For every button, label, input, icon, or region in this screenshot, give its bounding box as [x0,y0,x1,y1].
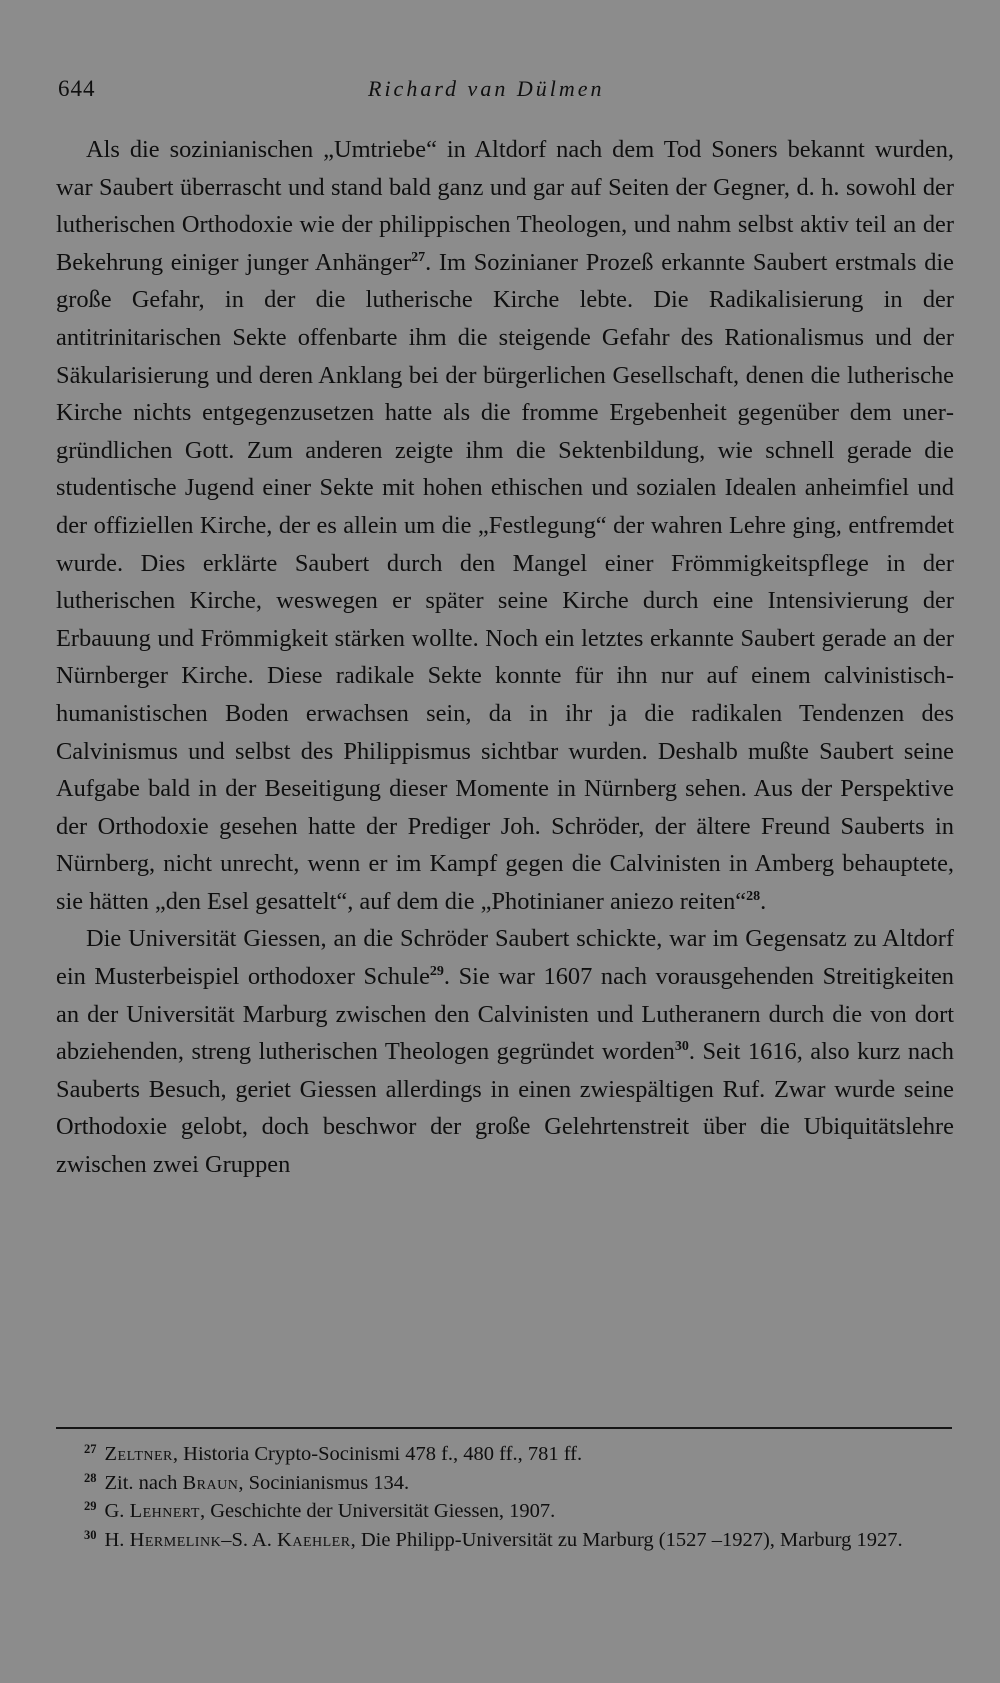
text-run: –S. A. [221,1528,278,1551]
text-run: . Seit 1616, also kurz nach Sauberts Besuch, geriet Giessen allerdings in einen zwiespältigen Ruf. Zwar wurde seine Orthodoxie gelobt, doch beschwor der große Gelehrtenstreit über die Ubiquitätslehre zwischen zwei Gruppen [56,1038,954,1179]
text-run: , Socinianismus 134. [238,1471,410,1494]
page-header [58,76,958,106]
text-run: . [760,887,767,915]
author-name: Hermelink [129,1528,222,1551]
footnote-number: 28 [84,1470,97,1485]
footnotes [56,1440,954,1554]
footnote-reference: 27 [411,249,426,265]
text-run: Als die sozinianischen „Umtriebe“ in Altdorf nach dem Tod Soners bekannt wurden, war Saubert überrascht und stand bald ganz und gar auf Seiten der Gegner, d. h. sowohl der lutherischen Orthodoxie wie der philippischen Theologen, und nahm selbst aktiv teil an der Bekehrung einiger junger Anhänger [56,136,954,276]
footnote-separator [56,1427,952,1429]
text-run: . Im Sozinianer Prozeß erkannte Saubert erstmals die große Gefahr, in der die lutherische Kirche lebte. Die Radikalisierung in der antitrinitarischen Sekte offenbarte ihm die steigende Gefahr des Rationalismus und der Säkularisierung und deren Anklang bei der bürgerlichen Gesellschaft, denen die lutherische Kirche nichts entgegenzusetzen hatte als die fromme Ergebenheit gegenüber dem unergründlichen Gott. Zum anderen zeigte ihm die Sektenbildung, wie schnell gerade die studentische Jugend einer Sekte mit hohen ethischen und sozialen Idealen anheimfiel und der offiziellen Kirche, der es allein um die „Festlegung“ der wahren Lehre ging, entfremdet wurde. Dies erklärte Saubert durch den Mangel einer Frömmigkeitspflege in der lutherischen Kirche, weswegen er später seine Kirche durch eine Intensivierung der Erbauung und Frömmigkeit stärken wollte. Noch ein letztes erkannte Saubert gerade an der Nürnberger Kirche. Diese radikale Sekte konnte für ihn nur auf einem calvinistisch-humanistischen Boden erwachsen sein, da in ihr ja die radikalen Tendenzen des Calvinismus und selbst des Philippismus sichtbar wurden. Deshalb mußte Saubert seine Aufgabe bald in der Beseitigung dieser Momente in Nürnberg sehen. Aus der Perspektive der Orthodoxie gesehen hatte der Prediger Joh. Schröder, der ältere Freund Sauberts in Nürnberg, nicht unrecht, wenn er im Kampf gegen die Calvinisten in Amberg behauptete, sie hätten „den Esel gesattelt“, auf dem die „Photinianer aniezo reiten“ [56,248,954,915]
footnote-reference: 30 [674,1039,689,1055]
running-head: Richard van Dülmen [368,76,605,101]
footnote-number: 30 [84,1527,97,1542]
footnote [56,1469,954,1498]
author-name: Zeltner [104,1443,173,1465]
text-run: H. [104,1528,130,1551]
footnote [56,1526,954,1555]
paragraph [56,920,954,1183]
footnote-reference: 28 [746,888,761,904]
body-text [56,131,954,1184]
text-run: G. [104,1500,130,1522]
footnote [56,1440,954,1469]
footnote-number: 27 [84,1442,97,1456]
text-run: Zit. nach [104,1471,183,1494]
page-number: 644 [58,76,96,101]
paragraph [56,131,954,920]
text-run: . Sie war 1607 nach vorausgehenden Streitigkeiten an der Universität Marburg zwischen den Calvinisten und Lutheranern durch die von dort abziehenden, streng lutherischen Theologen gegründet worden [56,963,954,1066]
text-run: Die Universität Giessen, an die Schröder Saubert schickte, war im Gegensatz zu Altdorf ein Musterbeispiel orthodoxer Schule [56,925,954,991]
text-run: , Die Philipp-Universität zu Marburg (1527 –1927), Marburg 1927. [350,1528,903,1551]
author-name: Kaehler [277,1528,351,1551]
footnote-number: 29 [84,1499,97,1513]
author-name: Lehnert [129,1500,200,1522]
footnote-reference: 29 [429,964,444,980]
text-run: , Historia Crypto-Socinismi 478 f., 480 ff., 781 ff. [172,1443,583,1465]
footnote [56,1497,954,1526]
text-run: , Geschichte der Universität Giessen, 1907. [199,1500,556,1522]
author-name: Braun [182,1471,239,1494]
